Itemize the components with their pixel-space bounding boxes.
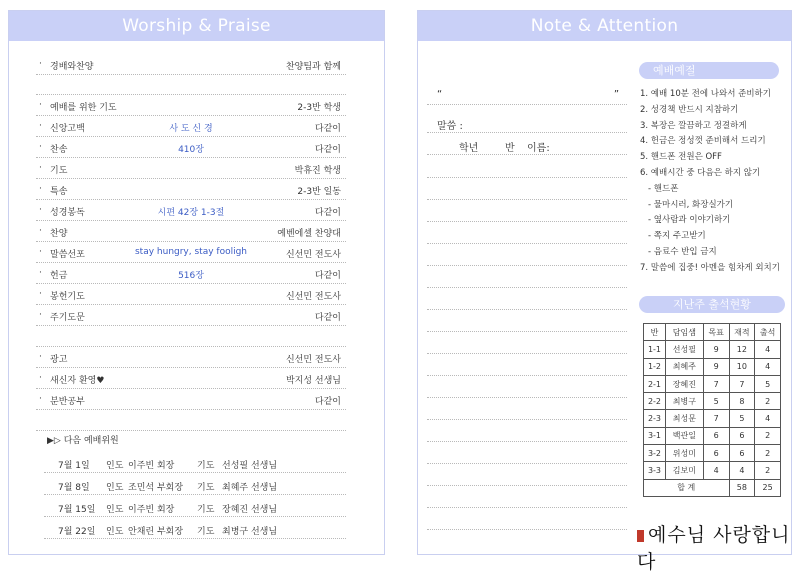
- etiquette-rule: 4. 헌금은 정성껏 준비해서 드리기: [640, 136, 766, 147]
- bullet: ·: [39, 247, 42, 257]
- attendance-cell: 7: [729, 375, 755, 392]
- attendance-row: [644, 427, 781, 444]
- note-line: [427, 157, 627, 178]
- attendance-row: [644, 341, 781, 358]
- attendance-cell: 2-2: [644, 393, 666, 410]
- etiquette-rule: 7. 말씀에 집중! 아멘을 힘차게 외치기: [640, 262, 780, 273]
- lead-label: 인도: [106, 527, 124, 537]
- note-line: [427, 245, 627, 266]
- prayer-name: 장혜진 선생님: [222, 505, 278, 515]
- program-person: 다같이: [314, 208, 341, 218]
- attendance-cell: 선성필: [665, 341, 703, 358]
- pray-label: 기도: [197, 505, 215, 515]
- quote-open: “: [437, 89, 443, 100]
- attendance-cell: 2: [755, 462, 781, 479]
- attendance-row: [644, 445, 781, 462]
- program-row: [36, 95, 346, 116]
- note-line: [427, 223, 627, 244]
- total-label: 합 계: [644, 479, 730, 496]
- attendance-cell: 8: [729, 393, 755, 410]
- attendance-cell: 2-1: [644, 375, 666, 392]
- program-label: 봉헌기도: [50, 292, 85, 302]
- attendance-header: 목표: [703, 324, 729, 341]
- etiquette-rule: - 쪽지 주고받기: [648, 231, 706, 242]
- name-line: [427, 134, 627, 155]
- leader-name: 조민석 부회장: [128, 483, 184, 493]
- program-row: [36, 347, 346, 368]
- note-line: [427, 421, 627, 442]
- program-row: [36, 368, 346, 389]
- attendance-header: 반: [644, 324, 666, 341]
- program-row: [36, 116, 346, 137]
- schedule-date: 7월 15일: [58, 505, 96, 515]
- pray-label: 기도: [197, 461, 215, 471]
- attendance-cell: 4: [755, 358, 781, 375]
- attendance-total-row: [644, 479, 781, 496]
- note-line: [427, 267, 627, 288]
- attendance-cell: 7: [703, 375, 729, 392]
- attendance-cell: 2: [755, 427, 781, 444]
- program-detail: 시편 42장 1-3절: [157, 208, 225, 218]
- pray-label: 기도: [197, 527, 215, 537]
- program-person: 2-3반 학생: [297, 103, 341, 113]
- attendance-table: [643, 323, 781, 497]
- attendance-cell: 10: [729, 358, 755, 375]
- note-line: [427, 311, 627, 332]
- program-detail: 410장: [178, 145, 204, 155]
- program-row: [36, 305, 346, 326]
- bullet: ·: [39, 226, 42, 236]
- program-person: 신선민 전도사: [285, 355, 341, 365]
- program-row: [36, 242, 346, 263]
- attendance-cell: 2-3: [644, 410, 666, 427]
- prayer-name: 선성필 선생님: [222, 461, 278, 471]
- bullet: ·: [39, 394, 42, 404]
- note-line: [427, 487, 627, 508]
- attendance-cell: 4: [755, 410, 781, 427]
- attendance-cell: 12: [729, 341, 755, 358]
- attendance-cell: 4: [755, 341, 781, 358]
- etiquette-rule: 5. 핸드폰 전원은 OFF: [640, 152, 722, 163]
- schedule-row: [44, 452, 346, 473]
- attendance-row: [644, 375, 781, 392]
- note-line: [427, 355, 627, 376]
- note-line: [427, 377, 627, 398]
- attendance-title: 지난주 출석현황: [639, 296, 785, 313]
- program-person: 다같이: [314, 124, 341, 134]
- blank-line: [36, 410, 346, 431]
- attendance-cell: 9: [703, 358, 729, 375]
- next-worship-title: ▶▷ 다음 예배위원: [47, 436, 119, 446]
- attendance-row: [644, 462, 781, 479]
- program-row: [36, 200, 346, 221]
- note-line: [427, 289, 627, 310]
- attendance-row: [644, 358, 781, 375]
- program-person: 찬양팀과 함께: [285, 62, 341, 72]
- bullet: ·: [39, 289, 42, 299]
- attendance-header: 담임샘: [665, 324, 703, 341]
- etiquette-rule: 2. 성경책 반드시 지참하기: [640, 104, 739, 115]
- attendance-cell: 최성문: [665, 410, 703, 427]
- etiquette-rule: - 물마시러, 화장실가기: [648, 199, 734, 210]
- attendance-row: [644, 410, 781, 427]
- attendance-header: 재적: [729, 324, 755, 341]
- note-line: [427, 465, 627, 486]
- program-row: [36, 54, 346, 75]
- program-row: [36, 263, 346, 284]
- schedule-date: 7월 22일: [58, 527, 96, 537]
- attendance-cell: 4: [729, 462, 755, 479]
- program-person: 박지성 선생님: [285, 376, 341, 386]
- program-person: 다같이: [314, 397, 341, 407]
- etiquette-rule: 3. 복장은 깔끔하고 정결하게: [640, 120, 747, 131]
- attendance-header: 출석: [755, 324, 781, 341]
- schedule-row: [44, 474, 346, 495]
- grade-label: 학년: [459, 143, 479, 154]
- program-label: 특송: [50, 187, 68, 197]
- program-label: 분반공부: [50, 397, 85, 407]
- bullet: ·: [39, 59, 42, 69]
- program-label: 주기도문: [50, 313, 85, 323]
- etiquette-rule: 6. 예배시간 중 다음은 하지 않기: [640, 168, 761, 178]
- total-enrolled: 58: [729, 479, 755, 496]
- note-line: [427, 509, 627, 530]
- bullet: ·: [39, 142, 42, 152]
- program-label: 헌금: [50, 271, 68, 281]
- note-line: [427, 399, 627, 420]
- bullet: ·: [39, 121, 42, 131]
- note-title: Note & Attention: [418, 11, 791, 41]
- program-label: 찬양: [50, 229, 68, 239]
- program-person: 2-3반 일동: [297, 187, 341, 197]
- schedule-row: [44, 518, 346, 539]
- signature-text: 예수님 사랑합니다: [637, 524, 791, 573]
- attendance-cell: 2: [755, 445, 781, 462]
- program-row: [36, 179, 346, 200]
- bullet: ·: [39, 352, 42, 362]
- attendance-cell: 2: [755, 393, 781, 410]
- program-row: [36, 158, 346, 179]
- attendance-cell: 6: [703, 427, 729, 444]
- bullet: ·: [39, 100, 42, 110]
- program-person: 신선민 전도사: [285, 292, 341, 302]
- program-detail: 사 도 신 경: [169, 124, 213, 134]
- bullet: ·: [39, 184, 42, 194]
- program-detail: stay hungry, stay fooligh: [134, 247, 247, 257]
- program-person: 다같이: [314, 271, 341, 281]
- program-label: 예배를 위한 기도: [50, 103, 117, 113]
- program-detail: 516장: [178, 271, 204, 281]
- attendance-cell: 3-2: [644, 445, 666, 462]
- attendance-cell: 1-1: [644, 341, 666, 358]
- bullet: ·: [39, 205, 42, 215]
- leader-name: 이주빈 회장: [128, 461, 175, 471]
- name-label: 이름:: [527, 143, 550, 154]
- attendance-cell: 7: [703, 410, 729, 427]
- program-person: 다같이: [314, 313, 341, 323]
- attendance-cell: 5: [703, 393, 729, 410]
- program-row: [36, 137, 346, 158]
- seal-icon: [637, 530, 644, 542]
- leader-name: 안채린 부회장: [128, 527, 184, 537]
- leader-name: 이주빈 회장: [128, 505, 175, 515]
- lead-label: 인도: [106, 483, 124, 493]
- etiquette-rule: - 옆사람과 이야기하기: [648, 215, 731, 226]
- prayer-name: 최병구 선생님: [222, 527, 278, 537]
- schedule-date: 7월 8일: [58, 483, 90, 493]
- bullet: ·: [39, 268, 42, 278]
- word-label: 말씀 :: [437, 121, 463, 132]
- program-label: 기도: [50, 166, 68, 176]
- attendance-cell: 4: [703, 462, 729, 479]
- etiquette-rule: - 음료수 반입 금지: [648, 247, 717, 257]
- attendance-cell: 최병구: [665, 393, 703, 410]
- attendance-row: [644, 393, 781, 410]
- bullet: ·: [39, 373, 42, 383]
- attendance-cell: 3-3: [644, 462, 666, 479]
- lead-label: 인도: [106, 461, 124, 471]
- quote-line: [427, 84, 627, 105]
- attendance-cell: 6: [703, 445, 729, 462]
- bullet: ·: [39, 310, 42, 320]
- program-label: 신앙고백: [50, 124, 85, 134]
- total-attended: 25: [755, 479, 781, 496]
- attendance-cell: 1-2: [644, 358, 666, 375]
- attendance-cell: 5: [755, 375, 781, 392]
- class-label: 반: [505, 143, 515, 154]
- lead-label: 인도: [106, 505, 124, 515]
- attendance-cell: 백관일: [665, 427, 703, 444]
- note-line: [427, 179, 627, 200]
- program-row: [36, 284, 346, 305]
- program-label: 찬송: [50, 145, 68, 155]
- note-line: [427, 333, 627, 354]
- bullet: ·: [39, 163, 42, 173]
- attendance-cell: 5: [729, 410, 755, 427]
- attendance-cell: 9: [703, 341, 729, 358]
- note-line: [427, 443, 627, 464]
- attendance-cell: 3-1: [644, 427, 666, 444]
- etiquette-rule: - 핸드폰: [648, 183, 679, 194]
- etiquette-title: 예배예절: [639, 62, 779, 79]
- program-person: 예벤에셀 찬양대: [277, 229, 341, 239]
- schedule-row: [44, 496, 346, 517]
- program-label: 성경봉독: [50, 208, 85, 218]
- note-line: [427, 201, 627, 222]
- program-label: 광고: [50, 355, 68, 365]
- blank-line: [36, 74, 346, 95]
- prayer-name: 최혜주 선생님: [222, 483, 278, 493]
- program-person: 신선민 전도사: [285, 250, 341, 260]
- attendance-cell: 김보미: [665, 462, 703, 479]
- attendance-cell: 최혜주: [665, 358, 703, 375]
- attendance-cell: 6: [729, 427, 755, 444]
- program-person: 박휴진 학생: [294, 166, 341, 176]
- program-label: 말씀선포: [50, 250, 85, 260]
- word-line: [427, 112, 627, 133]
- attendance-cell: 장혜진: [665, 375, 703, 392]
- worship-title: Worship & Praise: [9, 11, 384, 41]
- program-row: [36, 389, 346, 410]
- pray-label: 기도: [197, 483, 215, 493]
- program-label: 새신자 환영♥: [50, 376, 105, 386]
- attendance-header-row: [644, 324, 781, 341]
- program-person: 다같이: [314, 145, 341, 155]
- schedule-date: 7월 1일: [58, 461, 90, 471]
- quote-close: ”: [613, 89, 619, 100]
- etiquette-rule: 1. 예배 10분 전에 나와서 준비하기: [640, 89, 771, 99]
- attendance-cell: 6: [729, 445, 755, 462]
- program-row: [36, 221, 346, 242]
- program-label: 경배와찬양: [50, 62, 94, 72]
- blank-line: [36, 326, 346, 347]
- attendance-cell: 위성미: [665, 445, 703, 462]
